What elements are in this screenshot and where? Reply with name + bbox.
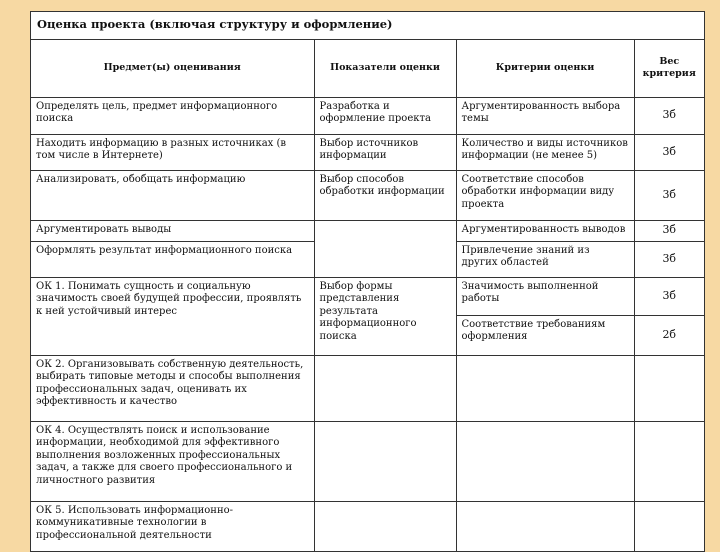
weight-cell: 3б [634,241,704,277]
criterion-cell: Количество и виды источников информации (не менее 5) [456,134,634,170]
indicator-cell: Выбор способов обработки информации [314,170,456,220]
subject-cell: Оформлять результат информационного поиска [31,241,314,277]
weight-cell: 3б [634,277,704,315]
indicator-cell-empty [314,421,456,501]
header-subject: Предмет(ы) оценивания [31,40,314,97]
weight-cell: 3б [634,170,704,220]
evaluation-sheet [30,11,705,552]
subject-cell: ОК 2. Организовывать собственную деятельность, выбирать типовые методы и способы выполнения профессиональных задач, оценивать их эффективность и качество [31,355,314,421]
subject-cell: ОК 5. Использовать информационно-коммуникативные технологии в профессиональной деятельности [31,501,314,551]
criterion-cell: Соответствие способов обработки информации виду проекта [456,170,634,220]
table-row [31,277,704,315]
table-row [31,134,704,170]
page-title: Оценка проекта (включая структуру и оформление) [31,12,704,40]
table-row [31,421,704,501]
weight-cell-empty [634,421,704,501]
indicator-cell-empty [314,220,456,277]
subject-cell: Определять цель, предмет информационного поиска [31,97,314,134]
criterion-cell: Аргументированность выбора темы [456,97,634,134]
evaluation-table [31,40,704,552]
subject-cell: Аргументировать выводы [31,220,314,241]
subject-cell: ОК 1. Понимать сущность и социальную значимость своей будущей профессии, проявлять к ней устойчивый интерес [31,277,314,355]
header-weight: Вес критерия [634,40,704,97]
subject-cell: ОК 4. Осуществлять поиск и использование информации, необходимой для эффективного выполнения возложенных профессиональных задач, а также для своего профессионального и личностного развития [31,421,314,501]
criterion-cell: Значимость выполненной работы [456,277,634,315]
criterion-cell-empty [456,421,634,501]
weight-cell-empty [634,355,704,421]
weight-cell-empty [634,501,704,551]
weight-cell: 3б [634,220,704,241]
indicator-cell-empty [314,355,456,421]
indicator-cell: Выбор источников информации [314,134,456,170]
indicator-cell: Разработка и оформление проекта [314,97,456,134]
subject-cell: Анализировать, обобщать информацию [31,170,314,220]
criterion-cell: Соответствие требованиям оформления [456,315,634,355]
subject-cell: Находить информацию в разных источниках (в том числе в Интернете) [31,134,314,170]
table-row [31,220,704,241]
criterion-cell: Аргументированность выводов [456,220,634,241]
table-row [31,170,704,220]
table-header-row [31,40,704,97]
table-row [31,355,704,421]
table-row [31,501,704,551]
indicator-cell-empty [314,501,456,551]
weight-cell: 2б [634,315,704,355]
header-criteria: Критерии оценки [456,40,634,97]
criterion-cell-empty [456,501,634,551]
indicator-cell: Выбор формы представления результата информационного поиска [314,277,456,355]
header-indicators: Показатели оценки [314,40,456,97]
weight-cell: 3б [634,97,704,134]
criterion-cell-empty [456,355,634,421]
weight-cell: 3б [634,134,704,170]
criterion-cell: Привлечение знаний из других областей [456,241,634,277]
table-row [31,97,704,134]
